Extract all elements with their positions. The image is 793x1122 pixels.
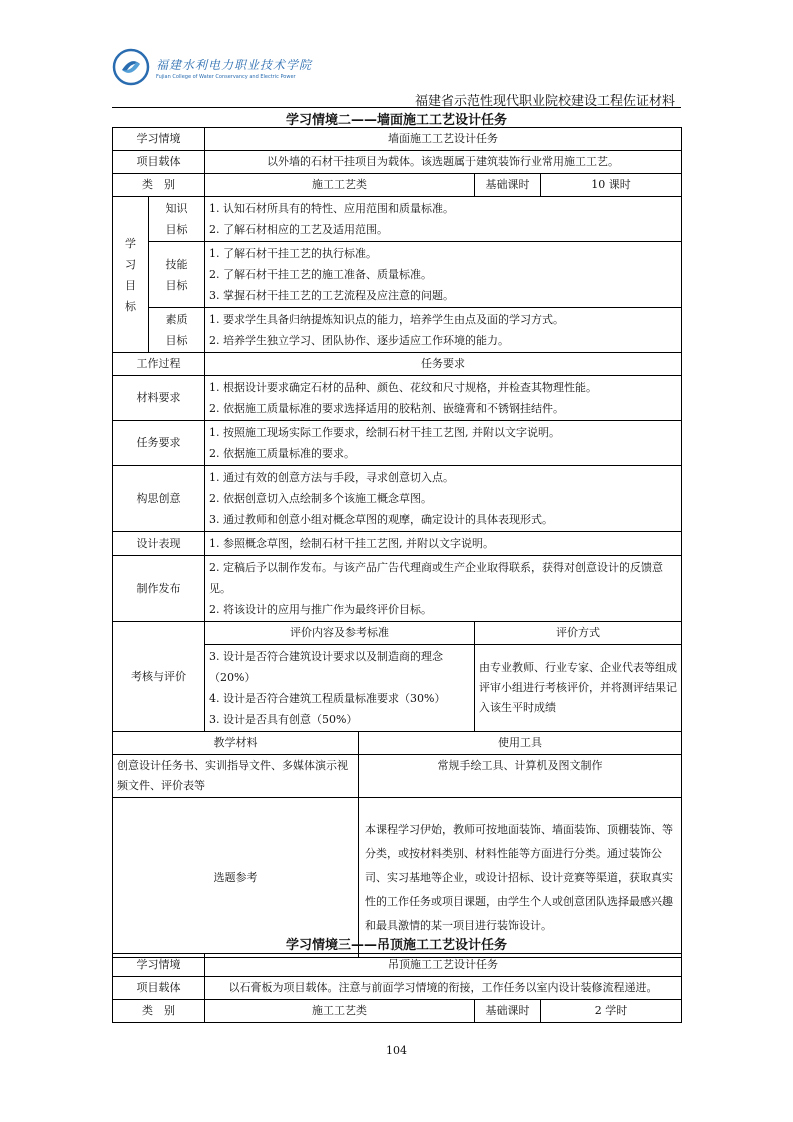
skill-goal-label: 技能 目标	[149, 242, 205, 308]
skill-goal-text: 1. 了解石材干挂工艺的执行标准。 2. 了解石材干挂工艺的施工准备、质量标准。 3. 掌握石材干挂工艺的工艺流程及应注意的问题。	[205, 242, 682, 308]
teaching-materials-header: 教学材料	[113, 732, 359, 755]
category-label: 类 别	[113, 174, 205, 197]
knowledge-goal-text: 1. 认知石材所具有的特性、应用范围和质量标准。 2. 了解石材相应的工艺及适用范围。	[205, 197, 682, 242]
section2-table	[112, 127, 682, 958]
topic-reference-label: 选题参考	[113, 798, 359, 958]
college-logo	[112, 48, 312, 90]
hours-value: 10 课时	[541, 174, 682, 197]
category-label: 类 别	[113, 1000, 205, 1023]
table-row	[113, 1000, 682, 1023]
concept-label: 构思创意	[113, 466, 205, 532]
carrier-value: 以石膏板为项目载体。注意与前面学习情境的衔接，工作任务以室内设计装修流程递进。	[205, 977, 682, 1000]
hours-label: 基础课时	[475, 174, 541, 197]
section3-table	[112, 953, 682, 1023]
table-row	[113, 151, 682, 174]
table-row	[113, 128, 682, 151]
topic-reference-text: 本课程学习伊始，教师可按地面装饰、墙面装饰、顶棚装饰、等分类，或按材料类别、材料性能等方面进行分类。通过装饰公司、实习基地等企业，或设计招标、设计竞赛等渠道，获取真实性的工作任务或项目课题，由学生个人或创意团队选择最感兴趣和最具激情的某一项目进行装饰设计。	[359, 798, 682, 958]
header-divider	[112, 107, 681, 108]
logo-english-name: Fujian College of Water Conservancy and Electric Power	[156, 74, 296, 80]
work-process-label: 工作过程	[113, 353, 205, 376]
table-row	[113, 376, 682, 421]
design-expression-text: 1. 参照概念草图，绘制石材干挂工艺图, 并附以文字说明。	[205, 532, 682, 556]
assessment-method-header: 评价方式	[475, 622, 682, 645]
table-row	[113, 954, 682, 977]
assessment-content-header: 评价内容及参考标准	[205, 622, 475, 645]
table-row	[113, 308, 682, 353]
task-requirement-header: 任务要求	[205, 353, 682, 376]
table-row	[113, 622, 682, 645]
hours-value: 2 学时	[541, 1000, 682, 1023]
table-row	[113, 242, 682, 308]
table-row	[113, 732, 682, 755]
publish-label: 制作发布	[113, 556, 205, 622]
table-row	[113, 466, 682, 532]
situation-value: 墙面施工工艺设计任务	[205, 128, 682, 151]
carrier-label: 项目载体	[113, 977, 205, 1000]
document-header-title: 福建省示范性现代职业院校建设工程佐证材料	[414, 94, 675, 109]
category-value: 施工工艺类	[205, 174, 475, 197]
concept-text: 1. 通过有效的创意方法与手段，寻求创意切入点。 2. 依据创意切入点绘制多个该施工概念草图。 3. 通过教师和创意小组对概念草图的观摩，确定设计的具体表现形式。	[205, 466, 682, 532]
carrier-label: 项目载体	[113, 151, 205, 174]
teaching-materials-text: 创意设计任务书、实训指导文件、多媒体演示视频文件、评价表等	[113, 755, 359, 798]
assessment-content-text: 3. 设计是否符合建筑设计要求以及制造商的理念（20%） 4. 设计是否符合建筑工程质量标准要求（30%） 3. 设计是否具有创意（50%）	[205, 645, 475, 732]
assessment-method-text: 由专业教师、行业专家、企业代表等组成评审小组进行考核评价，并将测评结果记入该生平时成绩	[475, 645, 682, 732]
situation-label: 学习情境	[113, 128, 205, 151]
table-row	[113, 197, 682, 242]
category-value: 施工工艺类	[205, 1000, 475, 1023]
table-row	[113, 556, 682, 622]
college-emblem-icon	[112, 48, 150, 86]
section3-title: 学习情境三——吊顶施工工艺设计任务	[285, 938, 507, 953]
publish-text: 2. 定稿后予以制作发布。与该产品广告代理商或生产企业取得联系，获得对创意设计的反馈意见。 2. 将该设计的应用与推广作为最终评价目标。	[205, 556, 682, 622]
learning-goal-label: 学 习 目 标	[113, 197, 149, 353]
table-row	[113, 532, 682, 556]
logo-chinese-name: 福建水利电力职业技术学院	[156, 58, 313, 72]
material-req-label: 材料要求	[113, 376, 205, 421]
task-req-text: 1. 按照施工现场实际工作要求，绘制石材干挂工艺图, 并附以文字说明。 2. 依据施工质量标准的要求。	[205, 421, 682, 466]
tools-header: 使用工具	[359, 732, 682, 755]
situation-label: 学习情境	[113, 954, 205, 977]
table-row	[113, 755, 682, 798]
table-row	[113, 174, 682, 197]
section2-title: 学习情境二——墙面施工工艺设计任务	[285, 113, 507, 128]
quality-goal-label: 素质 目标	[149, 308, 205, 353]
quality-goal-text: 1. 要求学生具备归纳提炼知识点的能力，培养学生由点及面的学习方式。 2. 培养学生独立学习、团队协作、逐步适应工作环境的能力。	[205, 308, 682, 353]
design-expression-label: 设计表现	[113, 532, 205, 556]
material-req-text: 1. 根据设计要求确定石材的品种、颜色、花纹和尺寸规格，并检查其物理性能。 2. 依据施工质量标准的要求选择适用的胶粘剂、嵌缝膏和不锈钢挂结件。	[205, 376, 682, 421]
task-req-label: 任务要求	[113, 421, 205, 466]
carrier-value: 以外墙的石材干挂项目为载体。该选题属于建筑装饰行业常用施工工艺。	[205, 151, 682, 174]
table-row	[113, 353, 682, 376]
tools-text: 常规手绘工具、计算机及图文制作	[359, 755, 682, 798]
knowledge-goal-label: 知识 目标	[149, 197, 205, 242]
table-row	[113, 977, 682, 1000]
hours-label: 基础课时	[475, 1000, 541, 1023]
assessment-label: 考核与评价	[113, 622, 205, 732]
page-number: 104	[386, 1044, 407, 1057]
situation-value: 吊顶施工工艺设计任务	[205, 954, 682, 977]
table-row	[113, 421, 682, 466]
